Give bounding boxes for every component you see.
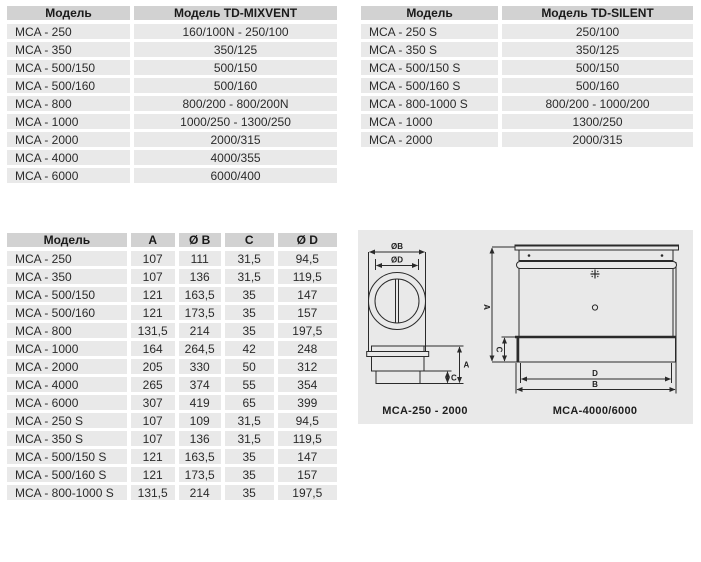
column-header-model: Модель [361, 6, 502, 24]
table-cell: MCA - 2000 [361, 132, 502, 150]
column-header-mixvent: Модель TD-MIXVENT [134, 6, 337, 24]
dimensions-table [7, 233, 337, 503]
table-row [361, 114, 693, 132]
table-cell: 31,5 [225, 413, 278, 431]
table-cell: 500/160 [502, 78, 693, 96]
table-row [7, 132, 337, 150]
table-cell: 131,5 [131, 485, 179, 503]
table-cell: 107 [131, 413, 179, 431]
damper-blade [396, 280, 399, 323]
table-row [7, 341, 337, 359]
table-cell: 119,5 [278, 431, 337, 449]
table-cell: 173,5 [179, 305, 225, 323]
table-cell: MCA - 6000 [7, 168, 134, 186]
table-cell: 121 [131, 467, 179, 485]
table-cell: 500/150 [502, 60, 693, 78]
table-row [7, 485, 337, 503]
table-cell: 248 [278, 341, 337, 359]
table-cell: 250/100 [502, 24, 693, 42]
table-cell: 2000/315 [502, 132, 693, 150]
column-header-ob: Ø B [179, 233, 225, 251]
table-cell: 107 [131, 431, 179, 449]
silent-table-block [361, 6, 693, 150]
mixvent-table-block [7, 6, 337, 186]
table-cell: 107 [131, 269, 179, 287]
label-a-right: A [481, 304, 491, 310]
silent-table-body [361, 24, 693, 150]
outer-duct-circle [369, 273, 426, 330]
table-cell: 55 [225, 377, 278, 395]
table-row [7, 24, 337, 42]
table-cell: 197,5 [278, 323, 337, 341]
table-cell: 399 [278, 395, 337, 413]
label-c-right: C [494, 346, 504, 353]
table-cell: MCA - 1000 [361, 114, 502, 132]
header-row [7, 6, 337, 24]
table-cell: MCA - 2000 [7, 132, 134, 150]
column-header-od: Ø D [278, 233, 337, 251]
screw-dot [528, 254, 531, 257]
left-diagram-group [367, 252, 464, 384]
table-cell: 160/100N - 250/100 [134, 24, 337, 42]
table-cell: 800/200 - 800/200N [134, 96, 337, 114]
table-row [7, 395, 337, 413]
table-cell: MCA - 500/150 S [361, 60, 502, 78]
table-cell: 147 [278, 287, 337, 305]
table-cell: 94,5 [278, 413, 337, 431]
table-cell: 119,5 [278, 269, 337, 287]
header-row [7, 233, 337, 251]
column-header-silent: Модель TD-SILENT [502, 6, 693, 24]
table-cell: MCA - 250 [7, 251, 131, 269]
table-cell: 121 [131, 305, 179, 323]
table-cell: MCA - 500/150 [7, 287, 131, 305]
table-cell: 136 [179, 431, 225, 449]
mixvent-table-body [7, 24, 337, 186]
table-row [7, 449, 337, 467]
left-diagram-caption: MCA-250 - 2000 [382, 405, 468, 417]
table-cell: 264,5 [179, 341, 225, 359]
rolled-rib [517, 262, 677, 269]
table-cell: 157 [278, 305, 337, 323]
table-cell: 31,5 [225, 431, 278, 449]
lower-section [517, 337, 676, 362]
table-row [7, 467, 337, 485]
table-cell: 312 [278, 359, 337, 377]
table-cell: MCA - 800-1000 S [361, 96, 502, 114]
table-cell: MCA - 250 [7, 24, 134, 42]
table-cell: 197,5 [278, 485, 337, 503]
table-cell: 35 [225, 467, 278, 485]
label-c-left: C [451, 373, 457, 383]
table-cell: 419 [179, 395, 225, 413]
table-cell: 136 [179, 269, 225, 287]
table-row [7, 305, 337, 323]
table-row [361, 42, 693, 60]
table-cell: 35 [225, 287, 278, 305]
table-cell: 35 [225, 323, 278, 341]
table-cell: MCA - 350 [7, 269, 131, 287]
table-row [7, 42, 337, 60]
table-cell: 163,5 [179, 449, 225, 467]
table-row [7, 431, 337, 449]
table-cell: MCA - 800 [7, 96, 134, 114]
table-cell: 6000/400 [134, 168, 337, 186]
table-cell: 31,5 [225, 269, 278, 287]
table-cell: 111 [179, 251, 225, 269]
table-cell: 157 [278, 467, 337, 485]
table-cell: MCA - 500/160 [7, 305, 131, 323]
column-header-model: Модель [7, 6, 134, 24]
label-a-left: A [463, 360, 470, 370]
table-row [361, 132, 693, 150]
table-row [361, 24, 693, 42]
table-row [7, 114, 337, 132]
cross-mark-dot [597, 276, 598, 277]
table-cell: MCA - 800 [7, 323, 131, 341]
technical-drawing-panel [358, 230, 693, 424]
upper-flange-band [519, 250, 673, 261]
cross-mark-dot [592, 271, 593, 272]
mounting-flange [367, 352, 429, 357]
table-cell: 1300/250 [502, 114, 693, 132]
table-cell: 173,5 [179, 467, 225, 485]
screw-dot [661, 254, 664, 257]
table-cell: 2000/315 [134, 132, 337, 150]
right-diagram-group [492, 246, 679, 394]
table-cell: MCA - 1000 [7, 114, 134, 132]
table-cell: 164 [131, 341, 179, 359]
table-cell: MCA - 500/150 [7, 60, 134, 78]
table-cell: 214 [179, 323, 225, 341]
table-cell: 374 [179, 377, 225, 395]
inner-duct-circle [375, 279, 419, 323]
label-b: B [592, 380, 598, 389]
table-row [361, 96, 693, 114]
table-row [7, 168, 337, 186]
main-casing [519, 269, 673, 338]
table-cell: 42 [225, 341, 278, 359]
table-cell: MCA - 350 S [7, 431, 131, 449]
table-cell: 109 [179, 413, 225, 431]
label-od: ØD [391, 255, 403, 265]
table-cell: 205 [131, 359, 179, 377]
table-row [7, 269, 337, 287]
table-cell: MCA - 4000 [7, 150, 134, 168]
table-cell: 121 [131, 449, 179, 467]
cross-mark-dot [597, 271, 598, 272]
table-cell: 350/125 [502, 42, 693, 60]
body-side-view [372, 346, 425, 371]
table-row [7, 377, 337, 395]
label-d: D [592, 369, 598, 378]
table-row [361, 78, 693, 96]
table-cell: 131,5 [131, 323, 179, 341]
label-ob: ØB [391, 242, 403, 251]
table-cell: 4000/355 [134, 150, 337, 168]
column-header-a: A [131, 233, 179, 251]
column-header-c: C [225, 233, 278, 251]
table-cell: MCA - 1000 [7, 341, 131, 359]
table-cell: MCA - 4000 [7, 377, 131, 395]
table-cell: MCA - 250 S [7, 413, 131, 431]
header-row [361, 6, 693, 24]
right-diagram-caption: MCA-4000/6000 [552, 405, 638, 417]
table-row [361, 60, 693, 78]
table-cell: 163,5 [179, 287, 225, 305]
table-row [7, 323, 337, 341]
table-cell: 94,5 [278, 251, 337, 269]
table-cell: MCA - 2000 [7, 359, 131, 377]
table-cell: MCA - 500/150 S [7, 449, 131, 467]
table-row [7, 251, 337, 269]
table-cell: 350/125 [134, 42, 337, 60]
table-cell: MCA - 800-1000 S [7, 485, 131, 503]
table-row [7, 287, 337, 305]
duct-spigot [376, 371, 420, 384]
table-cell: MCA - 500/160 [7, 78, 134, 96]
table-cell: MCA - 350 [7, 42, 134, 60]
column-header-model: Модель [7, 233, 131, 251]
mixvent-table [7, 6, 337, 186]
dimensions-table-block [7, 233, 337, 503]
table-cell: 500/160 [134, 78, 337, 96]
table-cell: 214 [179, 485, 225, 503]
table-cell: 147 [278, 449, 337, 467]
table-cell: 265 [131, 377, 179, 395]
table-cell: MCA - 500/160 S [361, 78, 502, 96]
table-row [7, 96, 337, 114]
table-cell: 354 [278, 377, 337, 395]
table-row [7, 359, 337, 377]
table-cell: 800/200 - 1000/200 [502, 96, 693, 114]
table-cell: 307 [131, 395, 179, 413]
dimensions-table-body [7, 251, 337, 503]
table-cell: 121 [131, 287, 179, 305]
table-cell: 330 [179, 359, 225, 377]
table-cell: 107 [131, 251, 179, 269]
table-cell: 35 [225, 485, 278, 503]
table-cell: 65 [225, 395, 278, 413]
table-cell: 500/150 [134, 60, 337, 78]
table-cell: 35 [225, 449, 278, 467]
table-row [7, 78, 337, 96]
table-row [7, 150, 337, 168]
cross-mark-dot [592, 276, 593, 277]
table-cell: MCA - 350 S [361, 42, 502, 60]
table-row [7, 413, 337, 431]
technical-drawing [358, 230, 693, 424]
table-cell: MCA - 250 S [361, 24, 502, 42]
table-cell: 35 [225, 305, 278, 323]
silent-table [361, 6, 693, 150]
table-cell: MCA - 6000 [7, 395, 131, 413]
table-cell: 1000/250 - 1300/250 [134, 114, 337, 132]
table-cell: 50 [225, 359, 278, 377]
table-cell: MCA - 500/160 S [7, 467, 131, 485]
table-row [7, 60, 337, 78]
table-cell: 31,5 [225, 251, 278, 269]
